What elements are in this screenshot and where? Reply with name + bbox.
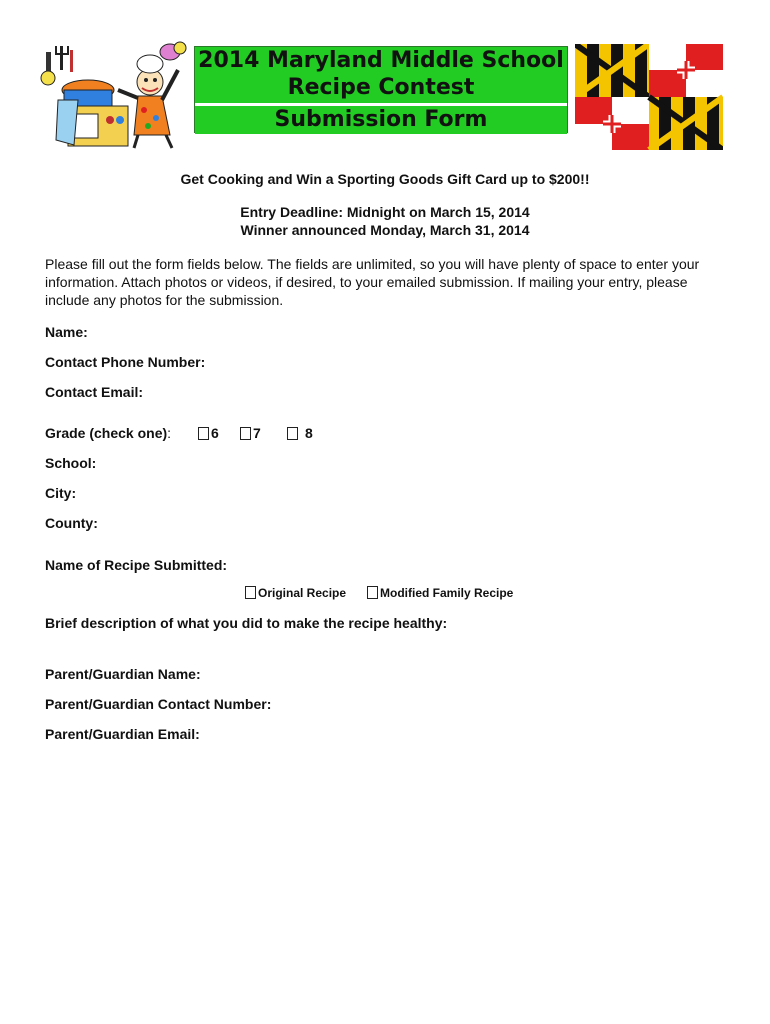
original-recipe-label: Original Recipe xyxy=(258,586,347,600)
grade-option-6[interactable] xyxy=(198,425,219,441)
grade-7-checkbox[interactable] xyxy=(240,427,251,440)
grade-option-8[interactable] xyxy=(287,425,313,441)
contact-phone-label: Contact Phone Number: xyxy=(45,354,206,370)
contact-email-label: Contact Email: xyxy=(45,384,144,400)
grade-colon: : xyxy=(167,425,172,441)
grade-6-checkbox[interactable] xyxy=(198,427,209,440)
grade-7-label: 7 xyxy=(253,425,261,441)
parent-email-label: Parent/Guardian Email: xyxy=(45,726,200,742)
city-label: City: xyxy=(45,485,77,501)
maryland-flag-icon xyxy=(575,44,723,150)
title-box xyxy=(194,46,568,133)
grade-8-checkbox[interactable] xyxy=(287,427,298,440)
grade-6-label: 6 xyxy=(211,425,219,441)
healthy-description-label: Brief description of what you did to make the recipe healthy: xyxy=(45,615,448,631)
grade-row xyxy=(45,425,171,441)
instructions-paragraph: Please fill out the form fields below. The fields are unlimited, so you will have plenty of space to enter your information. Attach photos or videos, if desired, to your emailed submission. If mailing your entry, please include any photos for the submission. xyxy=(45,256,700,308)
parent-name-label: Parent/Guardian Name: xyxy=(45,666,201,682)
parent-phone-label: Parent/Guardian Contact Number: xyxy=(45,696,272,712)
chef-illustration xyxy=(38,40,188,150)
subtitle-band xyxy=(195,106,567,134)
modified-family-recipe-checkbox[interactable] xyxy=(367,586,378,599)
name-label: Name: xyxy=(45,324,88,340)
modified-family-recipe-label: Modified Family Recipe xyxy=(380,586,514,600)
grade-8-label: 8 xyxy=(305,425,313,441)
original-recipe-option[interactable] xyxy=(245,586,346,600)
title-band xyxy=(195,47,567,103)
grade-label: Grade (check one) xyxy=(45,425,168,441)
school-label: School: xyxy=(45,455,97,471)
county-label: County: xyxy=(45,515,98,531)
winner-announcement: Winner announced Monday, March 31, 2014 xyxy=(240,222,530,238)
grade-option-7[interactable] xyxy=(240,425,261,441)
form-subtitle: Submission Form xyxy=(274,107,488,132)
title-line-1: 2014 Maryland Middle School xyxy=(198,48,564,73)
entry-deadline: Entry Deadline: Midnight on March 15, 2014 xyxy=(240,204,530,220)
recipe-name-label: Name of Recipe Submitted: xyxy=(45,557,228,573)
title-line-2: Recipe Contest xyxy=(287,75,475,100)
tagline: Get Cooking and Win a Sporting Goods Gift Card up to $200!! xyxy=(180,171,590,187)
modified-family-recipe-option[interactable] xyxy=(367,586,513,600)
original-recipe-checkbox[interactable] xyxy=(245,586,256,599)
